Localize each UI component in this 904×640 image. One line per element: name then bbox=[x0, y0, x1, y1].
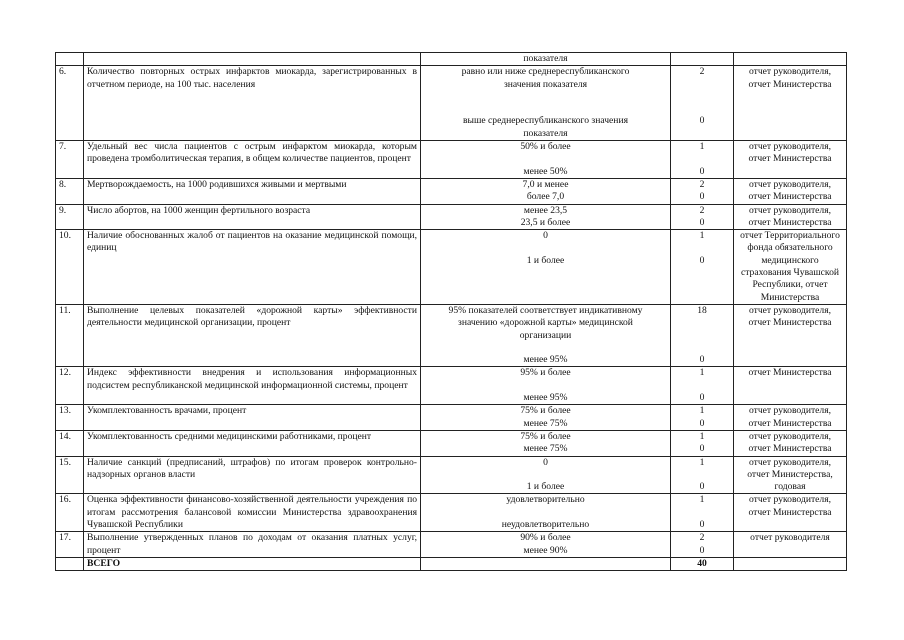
row-number-text: 16. bbox=[59, 494, 71, 506]
indicator-cell-text: Выполнение целевых показателей «дорожной карты» эффективности деятельности медицинской организации, процент bbox=[87, 304, 417, 329]
table-body bbox=[56, 53, 847, 571]
indicator-cell-text: Мертворождаемость, на 1000 родившихся живыми и мертвыми bbox=[87, 178, 347, 190]
indicator-cell bbox=[84, 367, 421, 405]
points-cell bbox=[671, 532, 734, 558]
indicator-cell-text: Количество повторных острых инфарктов миокарда, зарегистрированных в отчетном периоде, на 100 тыс. населения bbox=[87, 66, 417, 90]
indicator-cell-text: Оценка эффективности финансово-хозяйственной деятельности учреждения по итогам рассмотрения балансовой комиссии Министерства здравоохранения Чувашской Республики bbox=[87, 494, 417, 530]
row-number bbox=[56, 204, 84, 230]
source-cell-text: отчет руководителя, отчет Министерства bbox=[748, 405, 832, 429]
criteria-cell-text: 95% и более менее 95% bbox=[520, 367, 571, 404]
criteria-cell-text: 90% и более менее 90% bbox=[520, 532, 571, 556]
points-cell bbox=[671, 405, 734, 431]
row-number bbox=[56, 405, 84, 431]
source-cell-text: отчет руководителя, отчет Министерства bbox=[748, 494, 832, 518]
row-number-text: 11. bbox=[59, 304, 71, 316]
indicator-cell bbox=[84, 230, 421, 305]
source-cell bbox=[734, 405, 847, 431]
points-cell bbox=[671, 430, 734, 456]
criteria-cell-text: удовлетворительно неудовлетворительно bbox=[501, 494, 590, 530]
criteria-cell bbox=[421, 204, 671, 230]
indicator-cell bbox=[84, 53, 421, 66]
source-cell bbox=[734, 532, 847, 558]
criteria-cell bbox=[421, 53, 671, 66]
row-number bbox=[56, 53, 84, 66]
indicator-cell-text: Индекс эффективности внедрения и использования информационных подсистем республиканской медицинской информационной системы, процент bbox=[87, 367, 417, 391]
row-number-text: 15. bbox=[59, 456, 71, 468]
table-row bbox=[56, 178, 847, 204]
criteria-cell bbox=[421, 66, 671, 141]
source-cell bbox=[734, 178, 847, 204]
row-number bbox=[56, 304, 84, 366]
criteria-cell-text: равно или ниже среднереспубликанского значения показателя выше среднереспубликанского значения показателя bbox=[461, 66, 630, 139]
total-criteria-cell bbox=[421, 557, 671, 570]
criteria-cell bbox=[421, 141, 671, 179]
table-row bbox=[56, 141, 847, 179]
source-cell bbox=[734, 456, 847, 494]
row-number bbox=[56, 430, 84, 456]
criteria-cell bbox=[421, 494, 671, 532]
indicator-cell bbox=[84, 304, 421, 366]
criteria-table bbox=[55, 52, 847, 571]
row-number bbox=[56, 141, 84, 179]
points-cell bbox=[671, 304, 734, 366]
row-number-text: 14. bbox=[59, 430, 71, 442]
source-cell-text: отчет руководителя, отчет Министерства bbox=[748, 304, 832, 329]
points-cell-text: 1 0 bbox=[699, 456, 705, 493]
points-cell bbox=[671, 230, 734, 305]
row-number-text: 13. bbox=[59, 405, 71, 417]
row-number-text: 17. bbox=[59, 532, 71, 544]
source-cell-text: отчет руководителя, отчет Министерства bbox=[748, 66, 832, 90]
criteria-cell bbox=[421, 532, 671, 558]
row-number bbox=[56, 230, 84, 305]
indicator-cell bbox=[84, 141, 421, 179]
row-number bbox=[56, 494, 84, 532]
row-number-text: 12. bbox=[59, 367, 71, 379]
table-row bbox=[56, 430, 847, 456]
points-cell bbox=[671, 53, 734, 66]
criteria-cell bbox=[421, 456, 671, 494]
row-number bbox=[56, 367, 84, 405]
criteria-cell-text: показателя bbox=[523, 53, 568, 64]
table-row bbox=[56, 204, 847, 230]
source-cell bbox=[734, 204, 847, 230]
points-cell bbox=[671, 494, 734, 532]
points-cell-text: 1 0 bbox=[699, 141, 705, 177]
points-cell bbox=[671, 66, 734, 141]
total-points: 40 bbox=[671, 557, 734, 570]
indicator-cell-text: Укомплектованность врачами, процент bbox=[87, 405, 247, 417]
criteria-cell bbox=[421, 304, 671, 366]
points-cell-text: 18 0 bbox=[697, 304, 707, 366]
points-cell bbox=[671, 178, 734, 204]
indicator-cell bbox=[84, 178, 421, 204]
points-cell bbox=[671, 141, 734, 179]
row-number-text: 8. bbox=[59, 178, 67, 190]
table-row bbox=[56, 456, 847, 494]
indicator-cell bbox=[84, 494, 421, 532]
points-cell-text: 2 0 bbox=[699, 204, 705, 228]
criteria-cell bbox=[421, 230, 671, 305]
points-cell-text: 1 0 bbox=[699, 430, 705, 455]
points-cell-text: 1 0 bbox=[699, 494, 705, 530]
criteria-cell-text: 7,0 и менее более 7,0 bbox=[522, 178, 569, 203]
source-cell-text: отчет руководителя, отчет Министерства bbox=[748, 141, 832, 165]
row-number-text: 6. bbox=[59, 66, 67, 78]
table-row bbox=[56, 66, 847, 141]
indicator-cell-text: Выполнение утвержденных планов по доходам от оказания платных услуг, процент bbox=[87, 532, 417, 556]
criteria-cell-text: менее 23,5 23,5 и более bbox=[520, 204, 571, 228]
source-cell-text: отчет Территориального фонда обязательного медицинского страхования Чувашской Республики, отчет Министерства bbox=[740, 230, 840, 303]
points-cell-text: 1 0 bbox=[699, 405, 705, 429]
points-cell bbox=[671, 456, 734, 494]
criteria-cell-text: 95% показателей соответствует индикативному значению «дорожной карты» медицинской организации менее 95% bbox=[448, 304, 643, 366]
table-row bbox=[56, 532, 847, 558]
source-cell bbox=[734, 304, 847, 366]
criteria-cell-text: 50% и более менее 50% bbox=[520, 141, 571, 177]
source-cell-text: отчет руководителя, отчет Министерства bbox=[748, 178, 832, 203]
source-cell-text: отчет руководителя, отчет Министерства bbox=[748, 204, 832, 228]
table-row bbox=[56, 230, 847, 305]
indicator-cell-text: Укомплектованность средними медицинскими работниками, процент bbox=[87, 430, 372, 442]
source-cell bbox=[734, 230, 847, 305]
criteria-cell-text: 75% и более менее 75% bbox=[520, 405, 571, 429]
source-cell-text: отчет руководителя bbox=[750, 532, 830, 544]
table-row bbox=[56, 367, 847, 405]
row-number-text: 9. bbox=[59, 204, 67, 216]
source-cell bbox=[734, 53, 847, 66]
table-row bbox=[56, 304, 847, 366]
indicator-cell-text: Наличие санкций (предписаний, штрафов) по итогам проверок контрольно-надзорных органов власти bbox=[87, 456, 417, 480]
points-cell-text: 1 0 bbox=[699, 230, 705, 266]
indicator-cell bbox=[84, 66, 421, 141]
criteria-cell bbox=[421, 430, 671, 456]
total-source-cell bbox=[734, 557, 847, 570]
indicator-cell-text: Число абортов, на 1000 женщин фертильного возраста bbox=[87, 204, 311, 216]
points-cell-text: 1 0 bbox=[699, 367, 705, 404]
indicator-cell bbox=[84, 430, 421, 456]
indicator-cell bbox=[84, 405, 421, 431]
criteria-cell bbox=[421, 367, 671, 405]
row-number-text: 7. bbox=[59, 141, 67, 153]
points-cell-text: 2 0 bbox=[699, 178, 705, 203]
row-number bbox=[56, 532, 84, 558]
row-number bbox=[56, 66, 84, 141]
source-cell bbox=[734, 367, 847, 405]
row-number bbox=[56, 456, 84, 494]
indicator-cell-text: Удельный вес числа пациентов с острым инфарктом миокарда, которым проведена тромболитическая терапия, в общем количестве пациентов, процент bbox=[87, 141, 417, 165]
points-cell bbox=[671, 204, 734, 230]
total-num-cell bbox=[56, 557, 84, 570]
table-row bbox=[56, 53, 847, 66]
row-number bbox=[56, 178, 84, 204]
source-cell-text: отчет руководителя, отчет Министерства, годовая bbox=[747, 456, 833, 493]
row-number-text: 10. bbox=[59, 230, 71, 242]
criteria-cell bbox=[421, 178, 671, 204]
criteria-cell-text: 0 1 и более bbox=[526, 456, 565, 493]
points-cell-text: 2 0 bbox=[699, 532, 705, 556]
source-cell bbox=[734, 430, 847, 456]
points-cell bbox=[671, 367, 734, 405]
total-label: ВСЕГО bbox=[84, 557, 421, 570]
criteria-cell-text: 0 1 и более bbox=[526, 230, 565, 266]
indicator-cell-text: Наличие обоснованных жалоб от пациентов на оказание медицинской помощи, единиц bbox=[87, 230, 417, 254]
table-row bbox=[56, 494, 847, 532]
points-cell-text: 2 0 bbox=[699, 66, 705, 127]
source-cell bbox=[734, 141, 847, 179]
source-cell bbox=[734, 494, 847, 532]
source-cell bbox=[734, 66, 847, 141]
criteria-cell-text: 75% и более менее 75% bbox=[520, 430, 571, 455]
source-cell-text: отчет руководителя, отчет Министерства bbox=[748, 430, 832, 455]
indicator-cell bbox=[84, 204, 421, 230]
indicator-cell bbox=[84, 532, 421, 558]
source-cell-text: отчет Министерства bbox=[748, 367, 832, 379]
indicator-cell bbox=[84, 456, 421, 494]
table-row bbox=[56, 405, 847, 431]
criteria-cell bbox=[421, 405, 671, 431]
table-row-total bbox=[56, 557, 847, 570]
